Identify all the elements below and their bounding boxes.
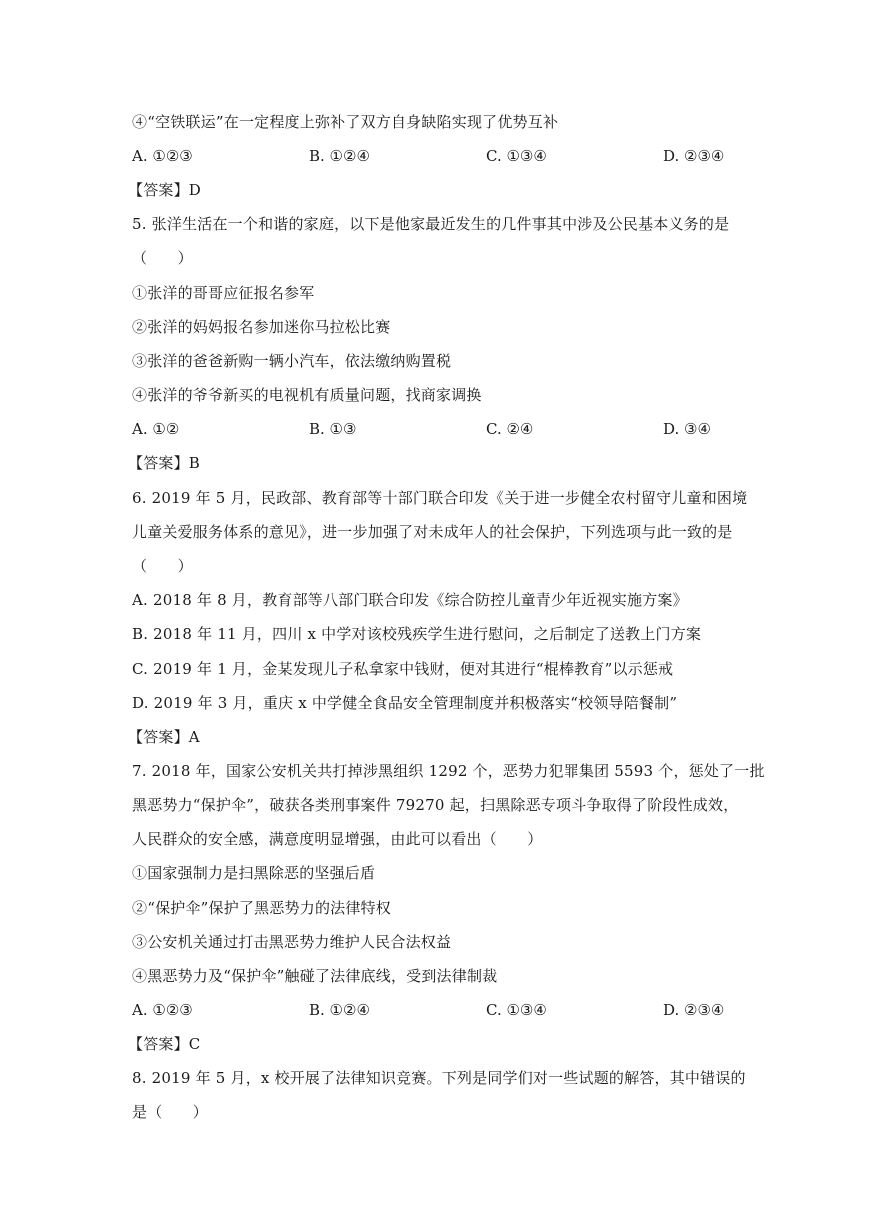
question-6-stem-line-3: （ ） bbox=[132, 557, 193, 575]
question-7-stem-line-1: 7. 2018 年，国家公安机关共打掉涉黑组织 1292 个，恶势力犯罪集团 5593 个，惩处了一批 bbox=[132, 762, 765, 780]
question-6-stem-line-1: 6. 2019 年 5 月，民政部、教育部等十部门联合印发《关于进一步健全农村留守儿童和困境 bbox=[132, 489, 748, 507]
question-5-item-4: ④张洋的爷爷新买的电视机有质量问题，找商家调换 bbox=[132, 386, 482, 404]
question-7-item-1: ①国家强制力是扫黑除恶的坚强后盾 bbox=[132, 864, 376, 882]
q7-option-a: A. ①②③ bbox=[132, 1001, 193, 1019]
q5-option-d: D. ③④ bbox=[663, 420, 711, 438]
q7-option-c: C. ①③④ bbox=[486, 1001, 547, 1019]
question-5-item-3: ③张洋的爸爸新购一辆小汽车，依法缴纳购置税 bbox=[132, 352, 452, 370]
question-5-stem-line-2: （ ） bbox=[132, 249, 193, 267]
q4-option-b: B. ①②④ bbox=[309, 147, 370, 165]
question-6-option-b: B. 2018 年 11 月，四川 x 中学对该校残疾学生进行慰问，之后制定了送教上门方案 bbox=[132, 625, 702, 643]
question-7-stem-line-3: 人民群众的安全感，满意度明显增强，由此可以看出（ ） bbox=[132, 830, 543, 848]
question-5-answer: 【答案】B bbox=[128, 454, 201, 472]
question-8-stem-line-1: 8. 2019 年 5 月，x 校开展了法律知识竞赛。下列是同学们对一些试题的解答，其中错误的 bbox=[132, 1069, 746, 1087]
question-5-item-2: ②张洋的妈妈报名参加迷你马拉松比赛 bbox=[132, 318, 391, 336]
q7-option-d: D. ②③④ bbox=[663, 1001, 725, 1019]
q5-option-b: B. ①③ bbox=[309, 420, 357, 438]
question-8-stem-line-2: 是（ ） bbox=[132, 1103, 209, 1121]
question-6-option-d: D. 2019 年 3 月，重庆 x 中学健全食品安全管理制度并积极落实“校领导陪餐制” bbox=[132, 694, 678, 712]
question-7-item-2: ②“保护伞”保护了黑恶势力的法律特权 bbox=[132, 899, 391, 917]
question-6-option-c: C. 2019 年 1 月，金某发现儿子私拿家中钱财，便对其进行“棍棒教育”以示惩戒 bbox=[132, 660, 674, 678]
question-6-stem-line-2: 儿童关爱服务体系的意见》，进一步加强了对未成年人的社会保护，下列选项与此一致的是 bbox=[132, 523, 733, 541]
q7-option-b: B. ①②④ bbox=[309, 1001, 370, 1019]
question-5-item-1: ①张洋的哥哥应征报名参军 bbox=[132, 284, 315, 302]
q5-option-c: C. ②④ bbox=[486, 420, 534, 438]
question-7-stem-line-2: 黑恶势力“保护伞”，破获各类刑事案件 79270 起，扫黑除恶专项斗争取得了阶段性成效， bbox=[132, 796, 739, 814]
question-7-item-4: ④黑恶势力及“保护伞”触碰了法律底线，受到法律制裁 bbox=[132, 967, 498, 985]
q5-option-a: A. ①② bbox=[132, 420, 180, 438]
question-6-answer: 【答案】A bbox=[128, 728, 200, 746]
q4-option-d: D. ②③④ bbox=[663, 147, 725, 165]
question-5-stem-line-1: 5. 张洋生活在一个和谐的家庭，以下是他家最近发生的几件事其中涉及公民基本义务的是 bbox=[132, 215, 730, 233]
question-7-item-3: ③公安机关通过打击黑恶势力维护人民合法权益 bbox=[132, 933, 452, 951]
question-4-item-4: ④“空铁联运”在一定程度上弥补了双方自身缺陷实现了优势互补 bbox=[132, 113, 559, 131]
q4-option-a: A. ①②③ bbox=[132, 147, 193, 165]
question-7-answer: 【答案】C bbox=[128, 1035, 201, 1053]
q4-option-c: C. ①③④ bbox=[486, 147, 547, 165]
question-4-answer: 【答案】D bbox=[128, 181, 202, 199]
question-6-option-a: A. 2018 年 8 月，教育部等八部门联合印发《综合防控儿童青少年近视实施方案》 bbox=[132, 591, 688, 609]
